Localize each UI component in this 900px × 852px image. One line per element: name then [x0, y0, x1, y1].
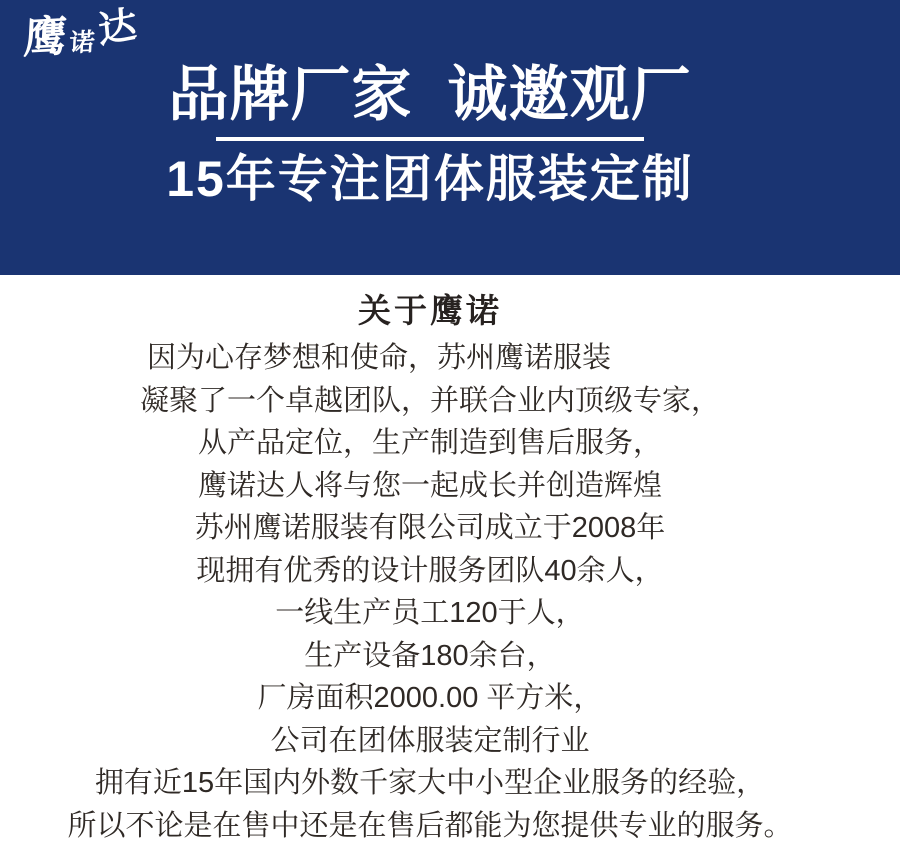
banner	[0, 0, 900, 275]
brand-logo-char: 鹰	[22, 11, 69, 64]
about-heading: 关于鹰诺	[358, 292, 502, 329]
banner-subtitle: 15年专注团体服装定制	[166, 151, 694, 207]
about-paragraph	[0, 337, 860, 847]
banner-title: 品牌厂家 诚邀观厂	[168, 61, 692, 128]
brand-logo-char: 诺	[68, 27, 96, 58]
about-line: 所以不论是在售中还是在售后都能为您提供专业的服务。	[67, 809, 793, 842]
about-line: 凝聚了一个卓越团队，并联合业内顶级专家，	[139, 384, 720, 417]
about-line: 生产设备180余台，	[304, 639, 556, 672]
about-line: 拥有近15年国内外数千家大中小型企业服务的经验，	[94, 767, 766, 799]
about-content	[0, 291, 860, 847]
about-line: 厂房面积2000.00 平方米，	[257, 682, 603, 714]
about-section	[0, 275, 900, 847]
about-line: 从产品定位，生产制造到售后服务，	[197, 427, 662, 459]
about-line: 公司在团体服装定制行业	[270, 724, 590, 757]
about-line: 鹰诺达人将与您一起成长并创造辉煌	[197, 469, 662, 502]
brand-logo-char: 达	[96, 0, 139, 53]
about-line: 因为心存梦想和使命，苏州鹰诺服装	[146, 342, 611, 374]
brand-logo	[22, 0, 139, 64]
about-line: 一线生产员工120于人，	[275, 597, 585, 629]
about-line: 现拥有优秀的设计服务团队40余人，	[196, 554, 664, 587]
about-line: 苏州鹰诺服装有限公司成立于2008年	[194, 512, 666, 544]
title-divider	[216, 137, 644, 141]
